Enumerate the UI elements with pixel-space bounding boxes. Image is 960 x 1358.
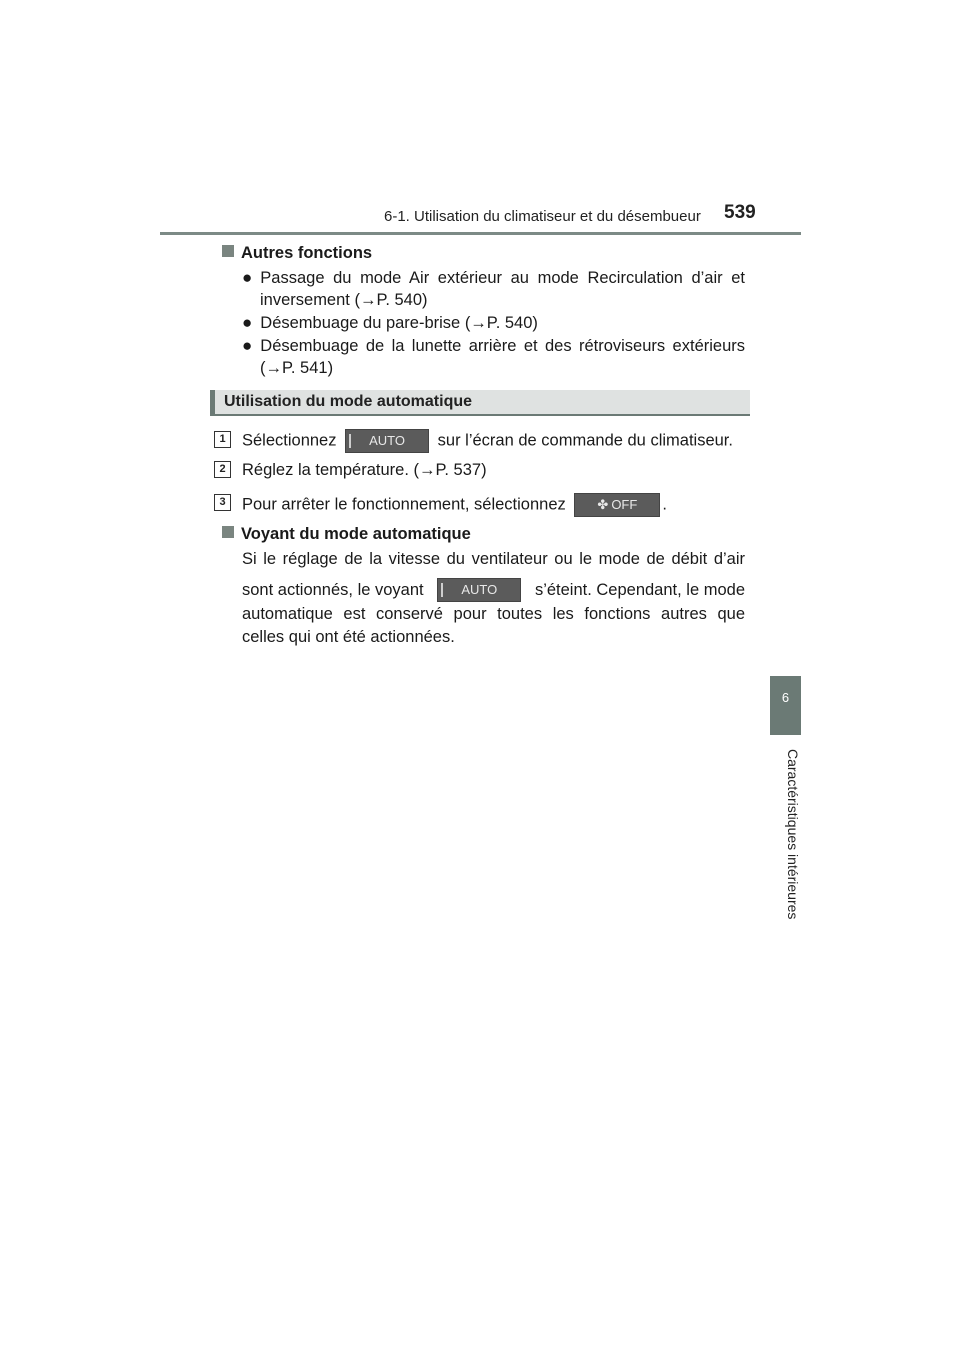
auto-button-image: AUTO xyxy=(345,429,429,453)
fan-off-button-image: ✤ OFF xyxy=(574,493,660,517)
list-item: ● Désembuage de la lunette arrière et des rétroviseurs extérieurs xyxy=(242,336,745,355)
bullet-icon: ● xyxy=(242,313,253,332)
chapter-label: Caractéristiques intérieures xyxy=(785,748,801,920)
indicator-led-icon xyxy=(349,434,351,448)
section-bar-accent xyxy=(210,390,215,415)
header-rule xyxy=(160,232,801,235)
list-item-continuation: inversement (→P. 540) xyxy=(260,291,428,309)
section-title: 6-1. Utilisation du climatiseur et du désembueur xyxy=(384,208,701,225)
indicator-led-icon xyxy=(441,583,443,597)
bullet-icon: ● xyxy=(242,268,253,287)
paragraph-line: automatique est conservé pour toutes les fonctions autres que xyxy=(242,605,745,623)
step-number-1: 1 xyxy=(214,431,231,448)
chapter-tab xyxy=(770,676,801,735)
square-bullet-icon xyxy=(222,245,234,257)
paragraph-line: sont actionnés, le voyant AUTO s’éteint. Cependant, le mode xyxy=(242,578,745,602)
fan-icon: ✤ xyxy=(597,497,609,512)
chapter-number: 6 xyxy=(781,690,790,705)
step-number-3: 3 xyxy=(214,494,231,511)
page-number: 539 xyxy=(724,202,756,223)
other-functions-heading: Autres fonctions xyxy=(222,242,372,264)
bullet-icon: ● xyxy=(242,336,253,355)
auto-mode-section-title: Utilisation du mode automatique xyxy=(224,393,473,410)
list-item: ● Désembuage du pare-brise (→P. 540) xyxy=(242,313,538,332)
step-2-text: Réglez la température. (→P. 537) xyxy=(242,461,487,479)
auto-indicator-image: AUTO xyxy=(437,578,521,602)
step-1-text: Sélectionnez AUTO sur l’écran de commande du climatiseur. xyxy=(242,429,733,453)
list-item-continuation: (→P. 541) xyxy=(260,359,334,377)
auto-indicator-heading: Voyant du mode automatique xyxy=(222,523,471,545)
square-bullet-icon xyxy=(222,526,234,538)
step-3-text: Pour arrêter le fonctionnement, sélectionnez ✤ OFF . xyxy=(242,493,667,517)
section-bar-underline xyxy=(210,414,750,416)
step-number-2: 2 xyxy=(214,461,231,478)
paragraph-line: celles qui ont été actionnées. xyxy=(242,628,455,646)
list-item: ● Passage du mode Air extérieur au mode Recirculation d’air et xyxy=(242,268,745,287)
paragraph-line: Si le réglage de la vitesse du ventilateur ou le mode de débit d’air xyxy=(242,550,745,568)
